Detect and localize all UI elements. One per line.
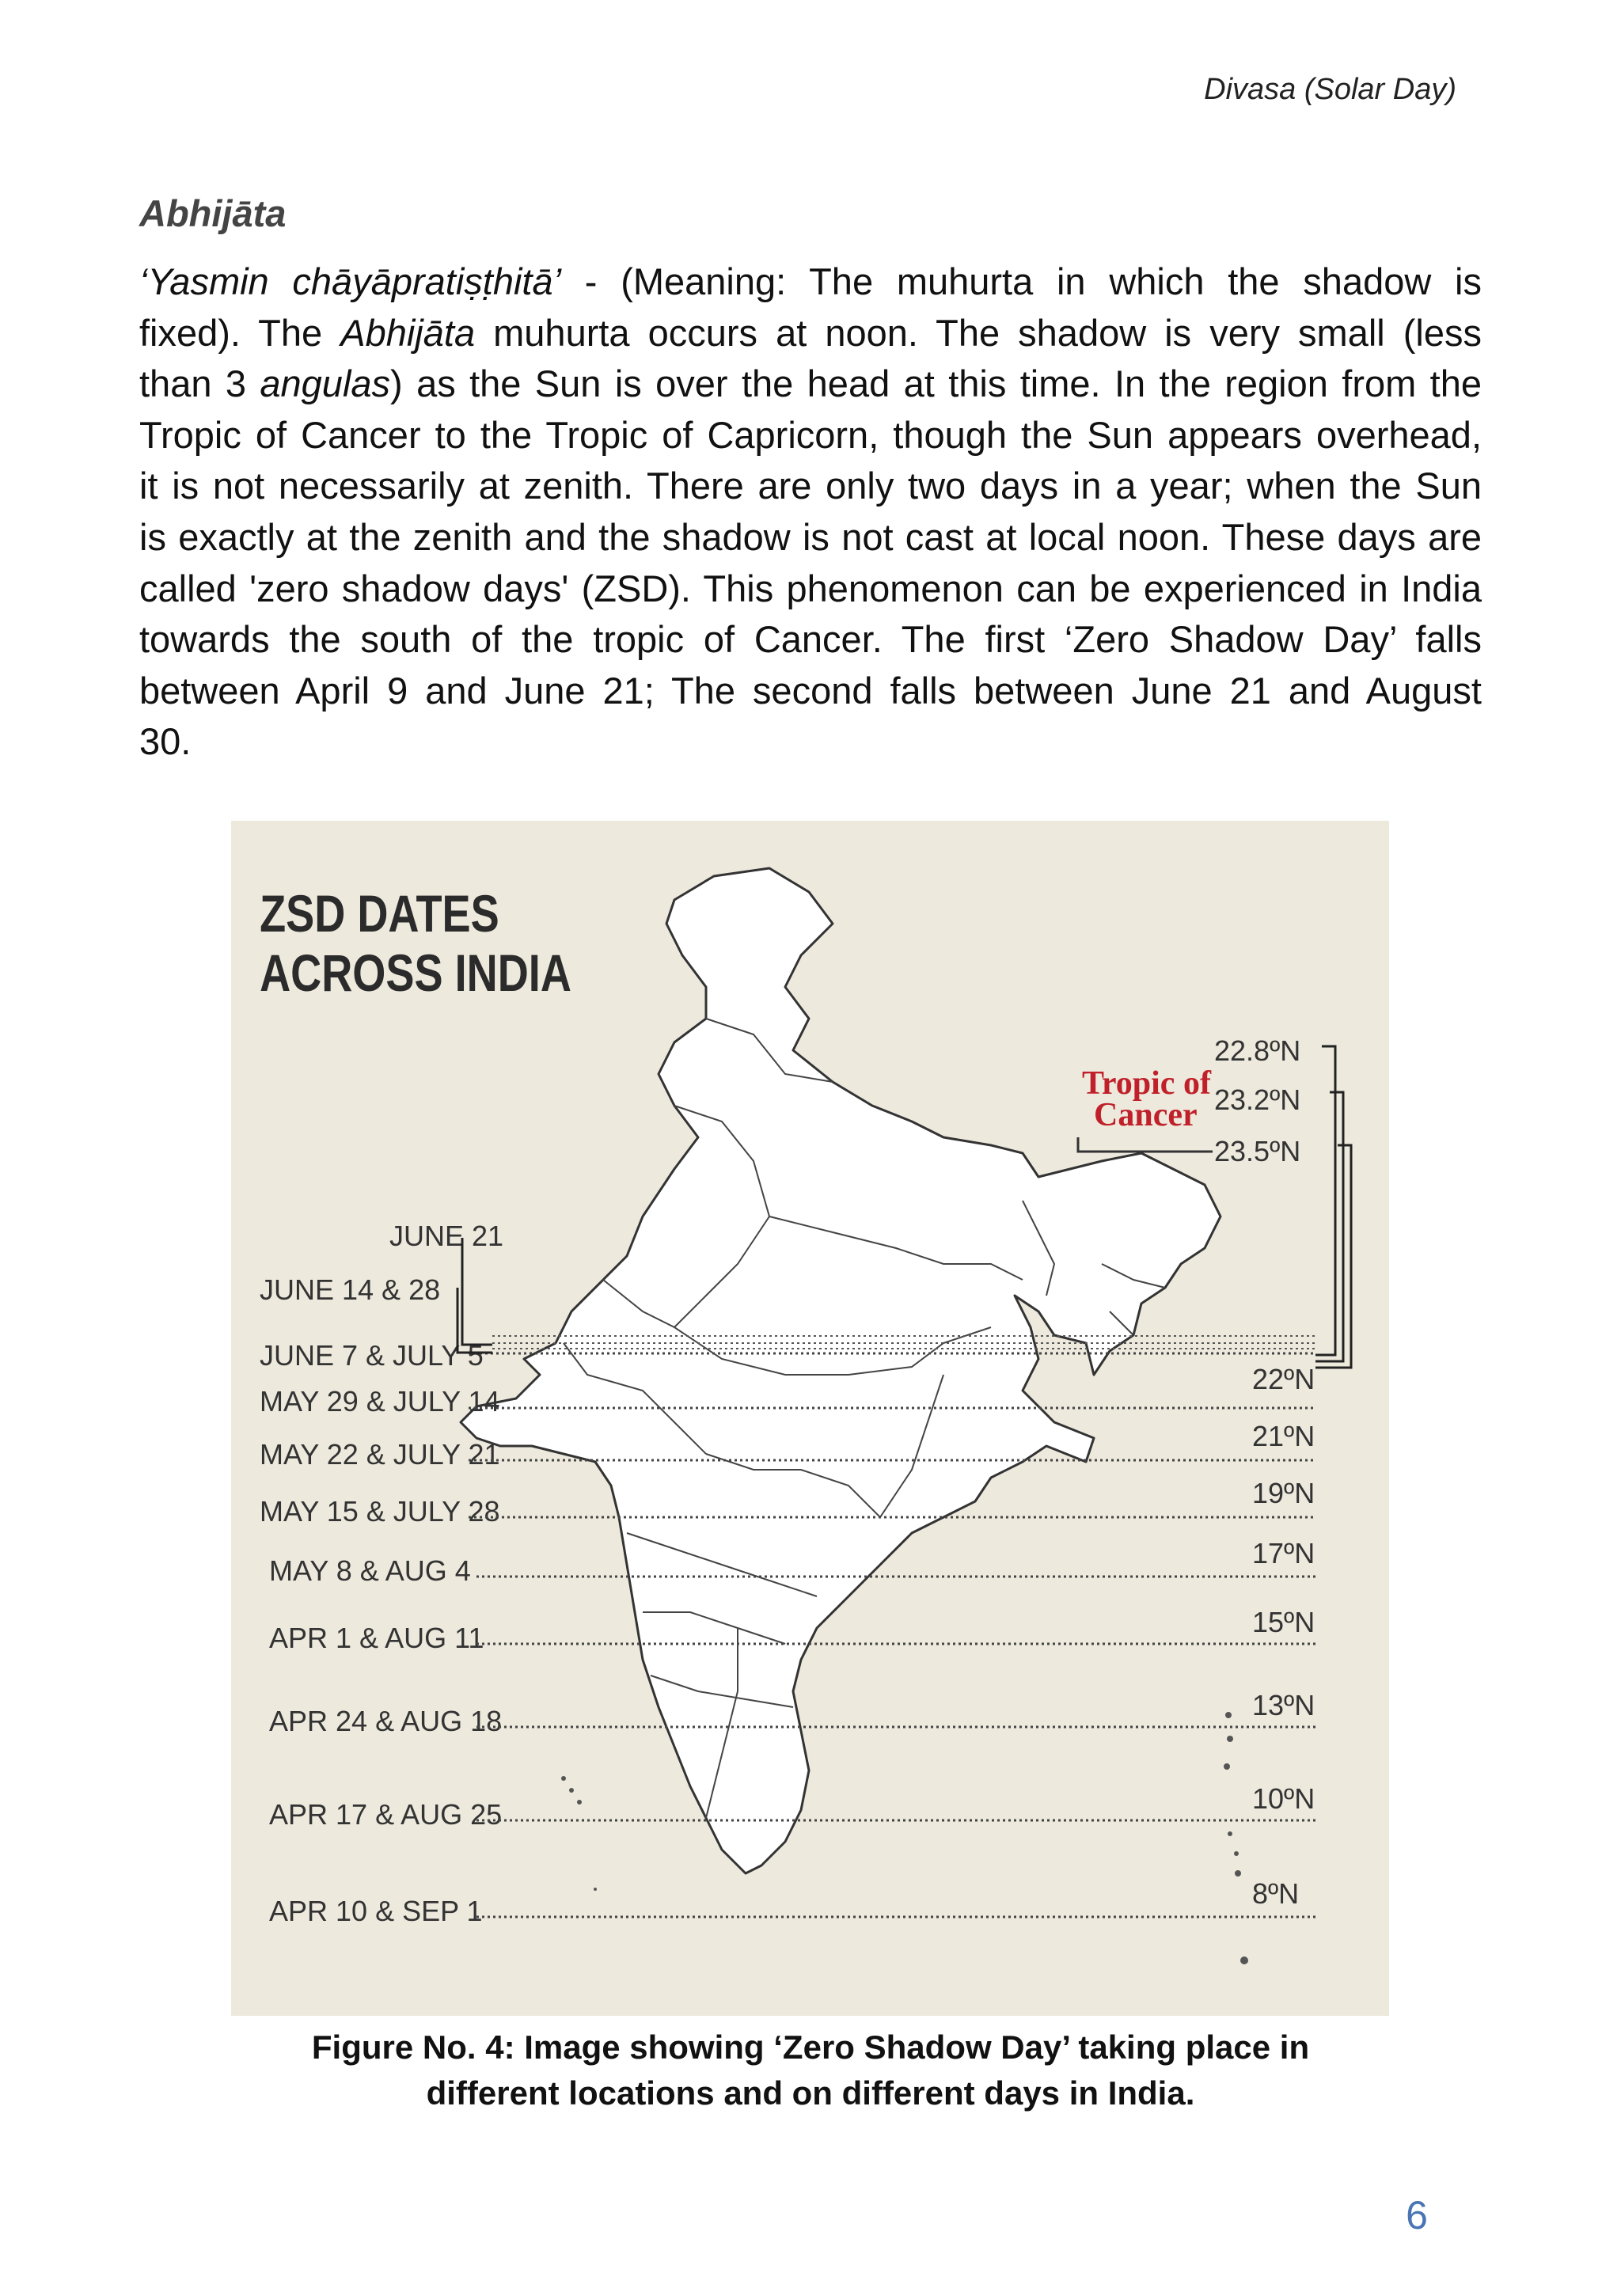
zsd-date-label: APR 24 & AUG 18 xyxy=(269,1705,503,1737)
paragraph-line: between April 9 and June 21; The second falls between June 21 and August xyxy=(139,669,1482,712)
paragraph-line: Tropic of Cancer to the Tropic of Capricorn, though the Sun appears overhead, xyxy=(139,413,1482,456)
paragraph-line: 30. xyxy=(139,720,192,763)
paragraph-line: called 'zero shadow days' (ZSD). This phenomenon can be experienced in India xyxy=(139,567,1482,609)
map-title-line2: ACROSS INDIA xyxy=(260,943,571,1003)
paragraph-line: fixed). The Abhijāta muhurta occurs at noon. The shadow is very small (less xyxy=(139,311,1482,354)
zsd-date-label: JUNE 14 & 28 xyxy=(260,1273,441,1306)
lat-brackets xyxy=(1315,1046,1351,1368)
zsd-latitude-label: 10ºN xyxy=(1252,1782,1315,1815)
tropic-pointer xyxy=(1078,1137,1213,1152)
lat-label-23-5: 23.5ºN xyxy=(1214,1135,1301,1167)
zsd-date-label: MAY 29 & JULY 14 xyxy=(260,1385,500,1417)
zsd-latitude-label: 22ºN xyxy=(1252,1363,1315,1395)
figure-caption xyxy=(237,2025,1384,2116)
zsd-latitude-label: 15ºN xyxy=(1252,1606,1315,1638)
section-heading: Abhijāta xyxy=(139,192,287,234)
zsd-latitude-label: 8ºN xyxy=(1252,1877,1300,1910)
zsd-latitude-label: 19ºN xyxy=(1252,1477,1315,1509)
running-header: Divasa (Solar Day) xyxy=(1204,73,1456,106)
islands xyxy=(561,1712,1248,1964)
june21-bracket xyxy=(462,1238,492,1345)
paragraph-line: is exactly at the zenith and the shadow is not cast at local noon. These days are xyxy=(139,515,1482,558)
zsd-date-label: APR 10 & SEP 1 xyxy=(269,1895,483,1927)
caption-line2: different locations and on different days in India. xyxy=(426,2074,1195,2112)
zsd-date-label: JUNE 21 xyxy=(389,1220,504,1252)
india-map-graphic xyxy=(231,821,1389,2016)
map-title-line1: ZSD DATES xyxy=(260,883,499,943)
paragraph-line: ‘Yasmin chāyāpratiṣṭhitā’ - (Meaning: The muhurta in which the shadow is xyxy=(139,260,1482,302)
paragraph-line: than 3 angulas) as the Sun is over the head at this time. In the region from the xyxy=(139,362,1482,405)
zsd-map-figure xyxy=(231,821,1389,2016)
caption-line1: Figure No. 4: Image showing ‘Zero Shadow Day’ taking place in xyxy=(311,2028,1310,2066)
tropic-label-line2: Cancer xyxy=(1094,1097,1198,1133)
lat-label-23-2: 23.2ºN xyxy=(1214,1083,1301,1116)
body-paragraph xyxy=(139,256,1482,768)
zsd-latitude-label: 13ºN xyxy=(1252,1689,1315,1721)
lat-label-22-8: 22.8ºN xyxy=(1214,1034,1301,1067)
zsd-date-label: MAY 22 & JULY 21 xyxy=(260,1438,500,1471)
zsd-date-label: MAY 8 & AUG 4 xyxy=(269,1554,471,1587)
page-number: 6 xyxy=(1406,2193,1428,2237)
tropic-label-line1: Tropic of xyxy=(1082,1065,1211,1102)
zsd-date-label: APR 17 & AUG 25 xyxy=(269,1798,503,1831)
india-outline xyxy=(461,868,1220,1873)
zsd-latitude-label: 21ºN xyxy=(1252,1420,1315,1452)
zsd-date-label: JUNE 7 & JULY 5 xyxy=(260,1339,484,1372)
paragraph-line: it is not necessarily at zenith. There are only two days in a year; when the Sun xyxy=(139,465,1482,507)
zsd-latitude-label: 17ºN xyxy=(1252,1537,1315,1569)
zsd-date-label: MAY 15 & JULY 28 xyxy=(260,1495,500,1528)
zsd-date-label: APR 1 & AUG 11 xyxy=(269,1622,484,1654)
paragraph-line: towards the south of the tropic of Cancer. The first ‘Zero Shadow Day’ falls xyxy=(139,618,1482,661)
